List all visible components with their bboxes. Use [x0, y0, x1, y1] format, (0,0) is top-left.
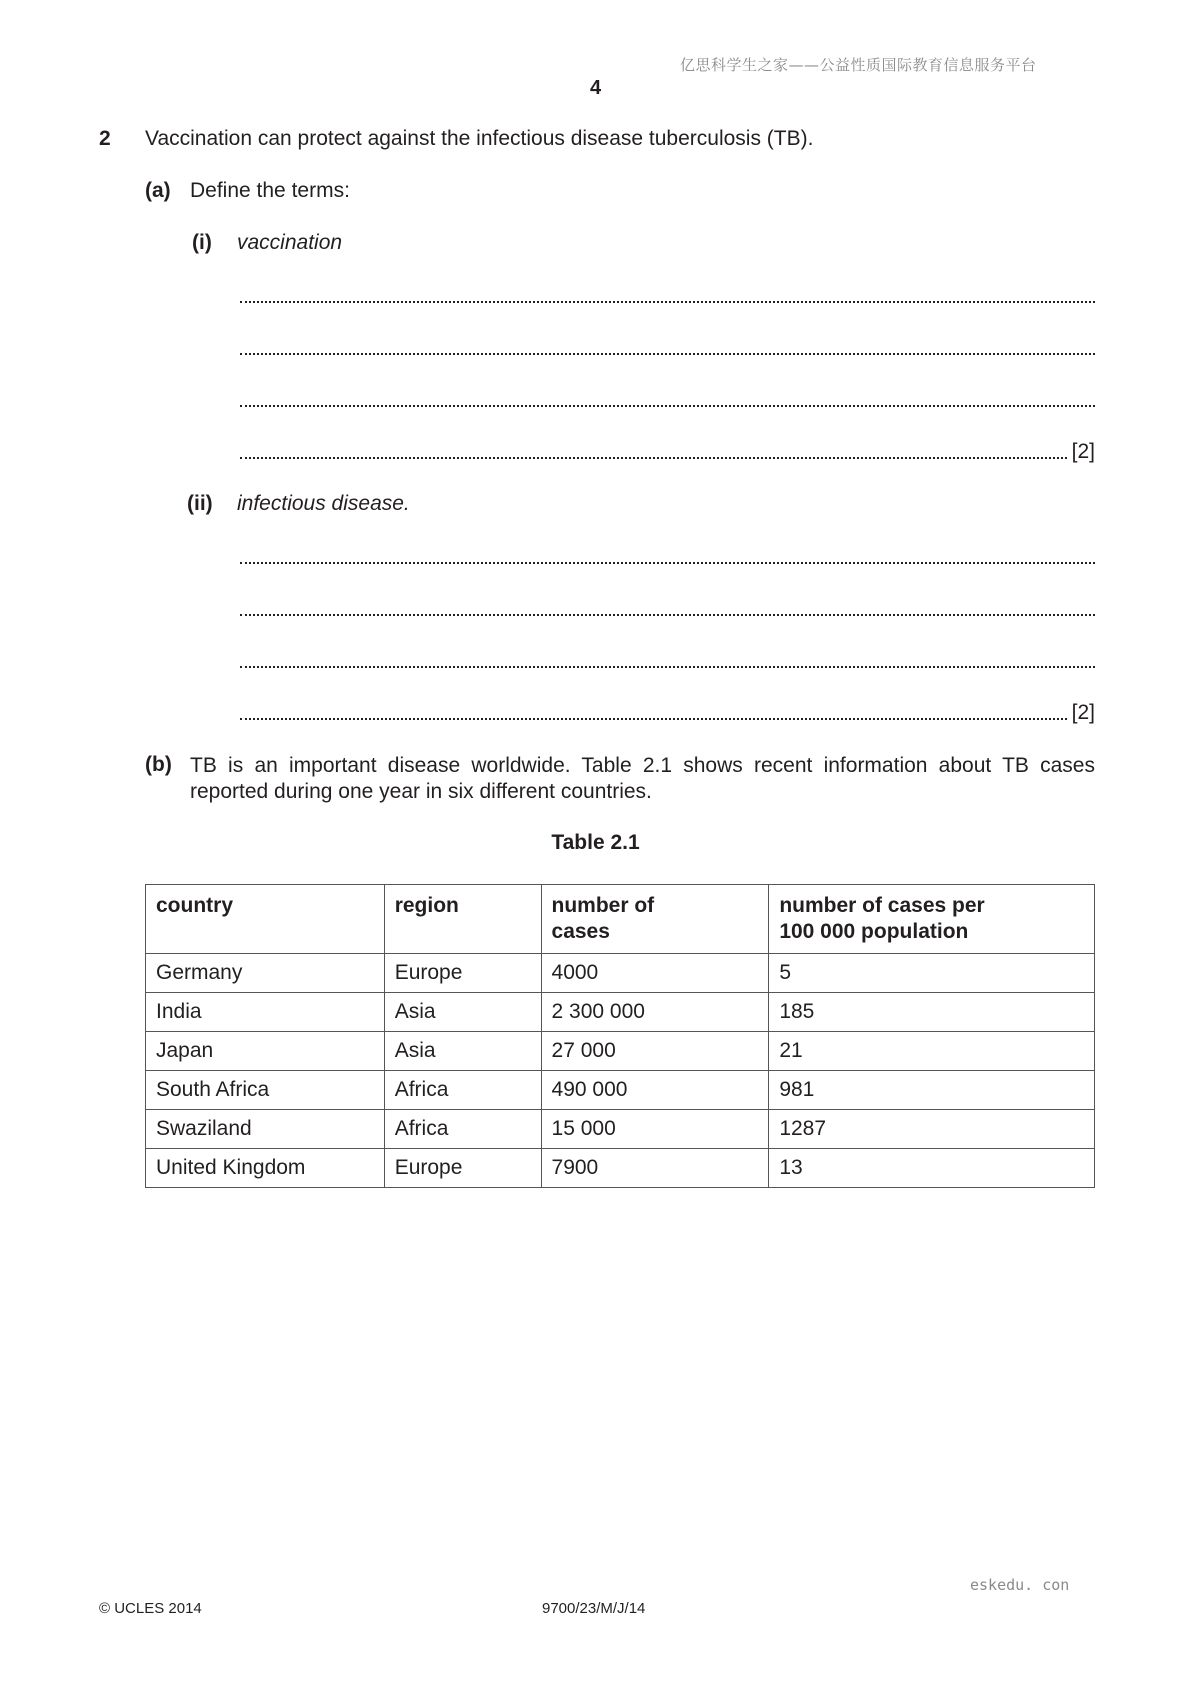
cell-cases: 4000: [541, 954, 769, 993]
cell-cases-per-100000: 21: [769, 1032, 1095, 1071]
answer-line[interactable]: [240, 649, 1095, 673]
cell-country: Swaziland: [146, 1110, 385, 1149]
cell-country: South Africa: [146, 1071, 385, 1110]
cell-cases: 15 000: [541, 1110, 769, 1149]
question-number: 2: [99, 127, 111, 150]
table-row: [146, 1032, 1095, 1071]
cell-region: Europe: [384, 954, 541, 993]
column-header-number-of-cases: number of cases: [541, 885, 769, 954]
copyright-text: © UCLES 2014: [99, 1600, 202, 1617]
cell-region: Asia: [384, 993, 541, 1032]
answer-line[interactable]: [240, 388, 1095, 412]
marks-allocation: [2]: [1071, 701, 1095, 724]
cell-region: Africa: [384, 1071, 541, 1110]
table-row: [146, 1110, 1095, 1149]
page-number: 4: [589, 77, 602, 99]
cell-cases-per-100000: 5: [769, 954, 1095, 993]
part-b-label: (b): [145, 753, 172, 776]
cell-cases: 7900: [541, 1149, 769, 1188]
table-header-row: [146, 885, 1095, 954]
cell-country: United Kingdom: [146, 1149, 385, 1188]
cell-country: Germany: [146, 954, 385, 993]
cell-region: Africa: [384, 1110, 541, 1149]
table-row: [146, 1149, 1095, 1188]
answer-line[interactable]: [240, 336, 1095, 360]
part-a-label: (a): [145, 179, 171, 202]
answer-line[interactable]: [240, 440, 1095, 464]
sub-i-term: vaccination: [237, 231, 343, 254]
question-text: Vaccination can protect against the infectious disease tuberculosis (TB).: [145, 127, 814, 150]
cell-region: Europe: [384, 1149, 541, 1188]
footer-watermark: eskedu. con: [970, 1576, 1070, 1594]
cell-country: Japan: [146, 1032, 385, 1071]
cell-cases: 27 000: [541, 1032, 769, 1071]
header-watermark: 亿思科学生之家——公益性质国际教育信息服务平台: [680, 56, 1037, 74]
cell-cases-per-100000: 185: [769, 993, 1095, 1032]
paper-code: 9700/23/M/J/14: [542, 1600, 646, 1617]
column-header-cases-per-100000: number of cases per 100 000 population: [769, 885, 1095, 954]
answer-line[interactable]: [240, 545, 1095, 569]
column-header-country: country: [146, 885, 385, 954]
marks-allocation: [2]: [1071, 440, 1095, 463]
table-row: [146, 993, 1095, 1032]
part-b-text: TB is an important disease worldwide. Table 2.1 shows recent information about TB cases reported during one year in six different countries.: [190, 754, 1095, 803]
sub-ii-label: (ii): [187, 492, 213, 515]
cell-cases-per-100000: 13: [769, 1149, 1095, 1188]
cell-country: India: [146, 993, 385, 1032]
sub-i-label: (i): [192, 231, 212, 254]
part-a-text: Define the terms:: [190, 179, 350, 202]
answer-line[interactable]: [240, 597, 1095, 621]
table-title: Table 2.1: [551, 831, 640, 854]
table-row: [146, 954, 1095, 993]
sub-ii-term: infectious disease.: [237, 492, 410, 515]
cell-cases: 490 000: [541, 1071, 769, 1110]
cell-cases: 2 300 000: [541, 993, 769, 1032]
tb-cases-table: [145, 884, 1095, 1188]
table-row: [146, 1071, 1095, 1110]
column-header-region: region: [384, 885, 541, 954]
answer-line[interactable]: [240, 701, 1095, 725]
cell-cases-per-100000: 1287: [769, 1110, 1095, 1149]
cell-cases-per-100000: 981: [769, 1071, 1095, 1110]
answer-line[interactable]: [240, 284, 1095, 308]
cell-region: Asia: [384, 1032, 541, 1071]
